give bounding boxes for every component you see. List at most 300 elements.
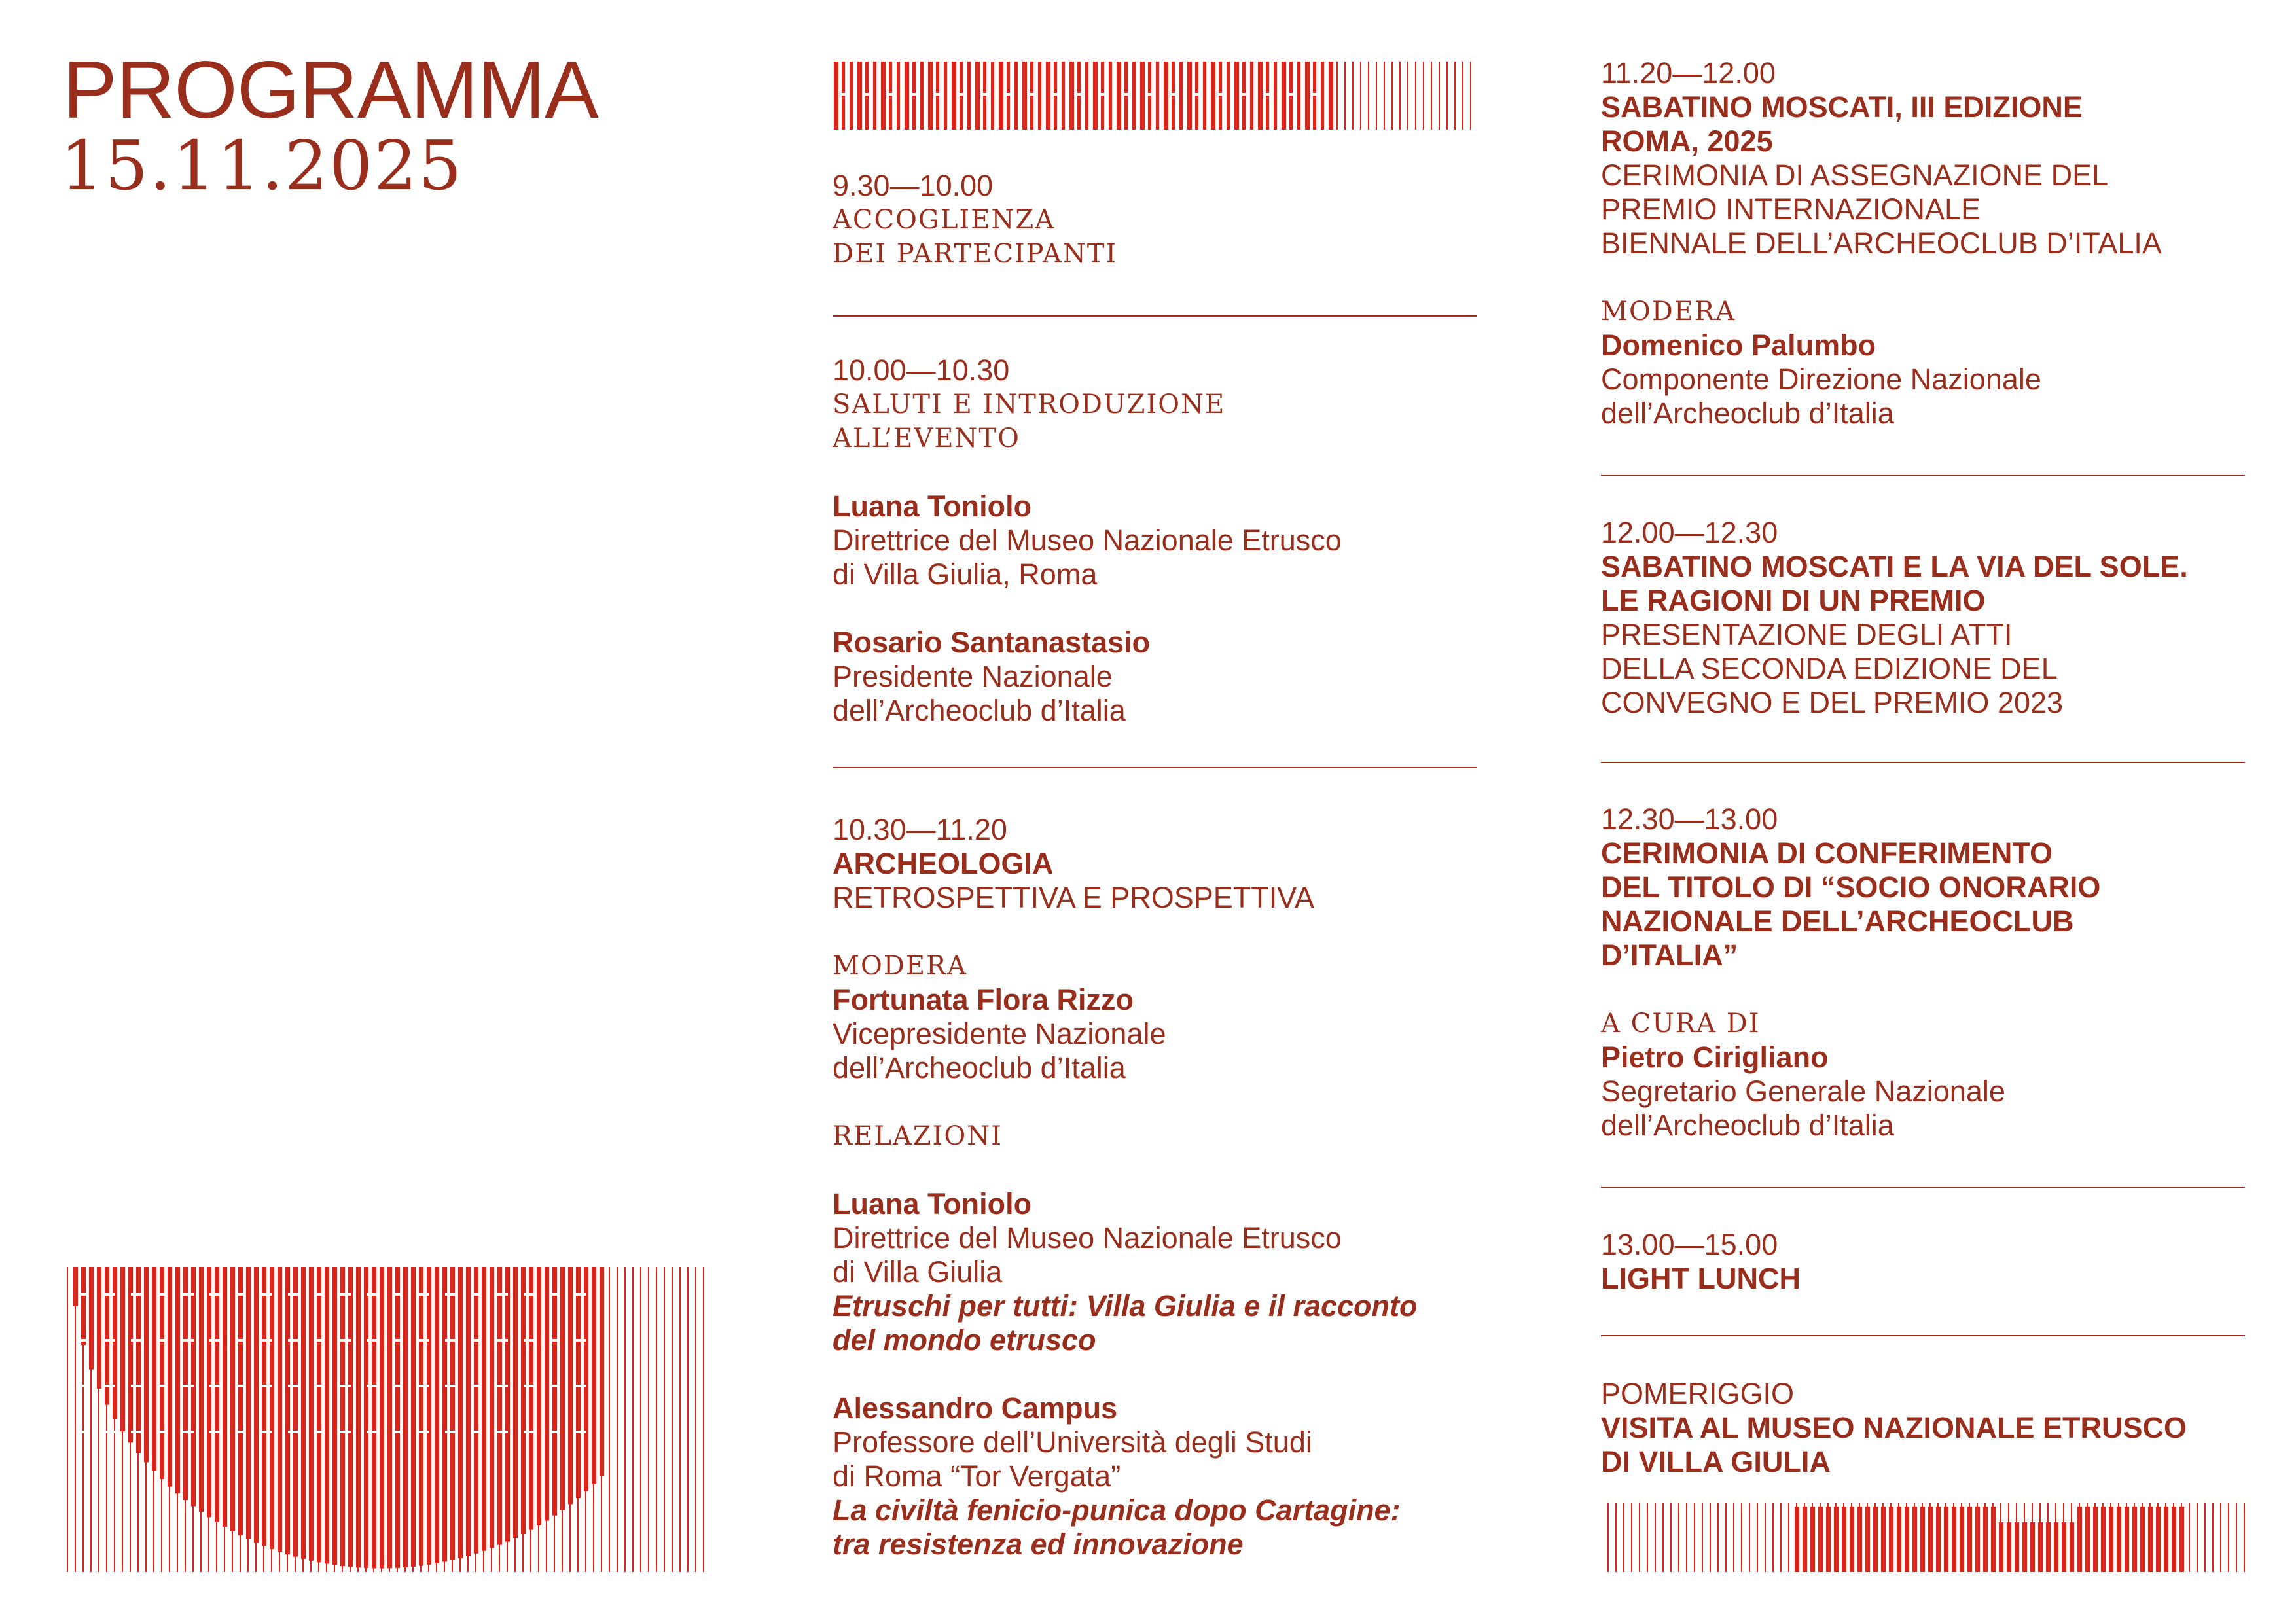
stripe-notch xyxy=(262,1385,272,1387)
stripe-bar xyxy=(1865,1507,1870,1572)
stripe-notch xyxy=(576,1339,586,1342)
stripe-notch xyxy=(471,1385,482,1387)
schedule-column-right xyxy=(1601,56,2255,431)
session-time: 11.20—12.00 xyxy=(1601,56,1776,90)
stripe-notch xyxy=(1122,93,1131,96)
speaker-role: di Villa Giulia, Roma xyxy=(833,558,1098,591)
stripe-bar xyxy=(301,1267,306,1559)
stripe-bar xyxy=(584,1267,588,1491)
stripe-bar xyxy=(309,1267,314,1561)
curator-role: dell’Archeoclub d’Italia xyxy=(1601,1109,1894,1142)
stripe-notch xyxy=(1075,93,1084,96)
stripe-notch xyxy=(209,1385,220,1387)
stripe-bar xyxy=(450,1267,455,1560)
stripe-line xyxy=(1297,62,1300,130)
stripe-notch xyxy=(576,1431,586,1433)
stripe-line xyxy=(617,1267,618,1572)
stripe-line xyxy=(632,1267,634,1572)
stripe-bar xyxy=(552,1267,557,1516)
session-time: 10.00—10.30 xyxy=(833,353,1010,387)
stripe-notch xyxy=(157,1339,168,1342)
schedule-column-right-5 xyxy=(1601,1377,2255,1479)
session-title: NAZIONALE DELL’ARCHEOCLUB xyxy=(1601,904,2074,938)
stripe-bar xyxy=(1818,1507,1823,1572)
stripe-bar xyxy=(2132,1507,2137,1572)
speaker-role: Direttrice del Museo Nazionale Etrusco xyxy=(833,1221,1342,1255)
session-title-line: DEI PARTECIPANTI xyxy=(833,239,1118,269)
stripe-line xyxy=(920,62,924,130)
stripe-bar xyxy=(521,1267,526,1534)
stripe-line xyxy=(1234,62,1239,130)
stripe-line xyxy=(656,1267,657,1572)
stripe-bar xyxy=(1842,1507,1846,1572)
moderator-label: MODERA xyxy=(833,951,968,981)
stripe-bar xyxy=(175,1267,180,1493)
stripe-bar xyxy=(490,1267,494,1548)
divider xyxy=(1601,762,2245,763)
stripe-notch xyxy=(419,1339,429,1342)
stripe-bar xyxy=(2101,1507,2106,1572)
stripe-bar xyxy=(1897,1507,1901,1572)
moderator-name: Domenico Palumbo xyxy=(1601,329,1876,362)
session-title: DI VILLA GIULIA xyxy=(1601,1445,1831,1478)
talk-title: tra resistenza ed innovazione xyxy=(833,1527,1244,1561)
stripe-notch xyxy=(1216,93,1225,96)
stripe-line xyxy=(1203,62,1206,130)
stripe-line xyxy=(1772,1503,1774,1572)
stripe-bar xyxy=(458,1267,463,1558)
stripe-bar xyxy=(2093,1507,2098,1572)
stripe-line xyxy=(1710,1503,1711,1572)
stripe-bar xyxy=(482,1267,486,1551)
stripe-bar xyxy=(387,1267,392,1568)
stripe-notch xyxy=(1310,93,1319,96)
stripe-bar xyxy=(419,1267,423,1566)
stripe-line xyxy=(2197,1503,2198,1572)
speaker-role: Professore dell’Università degli Studi xyxy=(833,1425,1312,1459)
stripe-notch xyxy=(419,1431,429,1433)
stripe-bar xyxy=(254,1267,259,1543)
stripe-bar xyxy=(466,1267,471,1556)
divider xyxy=(833,767,1477,768)
stripe-notch xyxy=(497,1431,508,1433)
stripe-notch xyxy=(236,1293,246,1296)
stripe-line xyxy=(2236,1503,2237,1572)
stripe-bar xyxy=(293,1267,298,1557)
stripe-notch xyxy=(367,1339,377,1342)
stripe-line xyxy=(1423,62,1424,130)
stripe-notch xyxy=(236,1385,246,1387)
stripe-notch xyxy=(497,1293,508,1296)
stripe-bar xyxy=(372,1267,376,1568)
stripe-bar xyxy=(1920,1507,1925,1572)
stripe-notch xyxy=(1287,93,1296,96)
stripe-bar xyxy=(403,1267,408,1567)
stripe-line xyxy=(703,1267,704,1572)
talk-title: La civiltà fenicio-punica dopo Cartagine: xyxy=(833,1493,1401,1527)
stripe-bar xyxy=(1944,1507,1948,1572)
stripe-notch xyxy=(957,93,966,96)
stripe-line xyxy=(999,62,1003,130)
stripe-notch xyxy=(550,1339,560,1342)
stripe-line xyxy=(1109,62,1112,130)
session-title: LIGHT LUNCH xyxy=(1601,1262,1801,1295)
stripe-notch xyxy=(393,1293,403,1296)
stripe-bar xyxy=(2015,1522,2019,1572)
stripe-line xyxy=(1140,62,1145,130)
stripe-line xyxy=(850,62,853,130)
session-greetings xyxy=(833,353,1487,728)
stripe-notch xyxy=(157,1385,168,1387)
stripe-line xyxy=(1352,62,1354,130)
session-title: DEL TITOLO DI “SOCIO ONORARIO xyxy=(1601,870,2101,904)
stripe-bar xyxy=(199,1267,204,1512)
stripe-line xyxy=(1470,62,1471,130)
stripe-bar xyxy=(427,1267,431,1565)
stripe-line xyxy=(834,62,838,130)
stripe-notch xyxy=(445,1385,456,1387)
stripe-bar xyxy=(2077,1507,2082,1572)
stripe-bar xyxy=(230,1267,235,1531)
stripe-line xyxy=(1749,1503,1750,1572)
stripe-line xyxy=(2212,1503,2214,1572)
session-time: 10.30—11.20 xyxy=(833,813,1007,846)
stripe-line xyxy=(1069,62,1074,130)
stripe-notch xyxy=(105,1339,115,1342)
event-date: 15.11.2025 xyxy=(60,126,463,205)
stripe-line xyxy=(928,62,933,130)
session-description: PREMIO INTERNAZIONALE xyxy=(1601,192,1981,226)
stripe-line xyxy=(687,1267,689,1572)
stripe-line xyxy=(975,62,980,130)
stripe-bar xyxy=(238,1267,243,1535)
stripe-notch xyxy=(393,1339,403,1342)
stripe-line xyxy=(2228,1503,2229,1572)
stripe-bar xyxy=(380,1267,384,1569)
stripe-notch xyxy=(183,1293,194,1296)
stripe-bar xyxy=(2085,1507,2090,1572)
stripe-notch xyxy=(105,1431,115,1433)
session-title-line: ACCOGLIENZA xyxy=(833,205,1056,235)
stripe-bar xyxy=(81,1267,86,1345)
curator-role: Segretario Generale Nazionale xyxy=(1601,1075,2005,1108)
session-title: D’ITALIA” xyxy=(1601,938,1738,972)
stripe-bar xyxy=(325,1267,329,1564)
stripe-notch xyxy=(419,1385,429,1387)
stripe-line xyxy=(1741,1503,1742,1572)
moderator-role: Vicepresidente Nazionale xyxy=(833,1017,1166,1050)
stripe-bar xyxy=(73,1267,78,1306)
speaker-role: di Roma “Tor Vergata” xyxy=(833,1459,1121,1493)
session-title: SABATINO MOSCATI, III EDIZIONE xyxy=(1601,90,2083,124)
stripe-line xyxy=(1725,1503,1727,1572)
stripe-line xyxy=(1639,1503,1640,1572)
session-title: VISITA AL MUSEO NAZIONALE ETRUSCO xyxy=(1601,1411,2187,1444)
stripe-bar xyxy=(340,1267,345,1566)
stripe-notch xyxy=(367,1385,377,1387)
stripe-line xyxy=(1788,1503,1789,1572)
stripe-notch xyxy=(314,1339,325,1342)
stripe-bar xyxy=(1795,1507,1799,1572)
stripe-line xyxy=(1250,62,1253,130)
stripe-line xyxy=(1655,1503,1656,1572)
stripe-notch xyxy=(340,1339,351,1342)
speaker-name: Alessandro Campus xyxy=(833,1391,1118,1425)
divider xyxy=(1601,475,2245,476)
stripe-bar xyxy=(89,1267,94,1370)
session-time: 12.30—13.00 xyxy=(1601,802,1778,836)
stripe-notch xyxy=(497,1385,508,1387)
stripe-line xyxy=(1780,1503,1782,1572)
stripe-line xyxy=(1670,1503,1672,1572)
stripe-notch xyxy=(550,1293,560,1296)
session-time: 9.30—10.00 xyxy=(833,169,994,202)
stripe-bar xyxy=(537,1267,541,1525)
stripe-notch xyxy=(550,1385,560,1387)
stripe-line xyxy=(1344,62,1346,130)
stripe-line xyxy=(1454,62,1456,130)
stripe-notch xyxy=(131,1431,141,1433)
schedule-column-right-2 xyxy=(1601,516,2255,720)
stripe-notch xyxy=(183,1431,194,1433)
stripe-bar xyxy=(1810,1507,1815,1572)
stripe-line xyxy=(1305,62,1310,130)
stripe-notch xyxy=(1145,93,1155,96)
talks-label: RELAZIONI xyxy=(833,1121,1003,1151)
stripe-notch xyxy=(839,93,848,96)
stripe-line xyxy=(2244,1503,2245,1572)
stripe-notch xyxy=(79,1339,89,1342)
stripe-notch xyxy=(314,1431,325,1433)
stripe-notch xyxy=(910,93,919,96)
stripe-line xyxy=(1132,62,1136,130)
stripe-bar xyxy=(285,1267,290,1554)
stripe-line xyxy=(75,1267,76,1572)
talk-title: del mondo etrusco xyxy=(833,1323,1096,1357)
stripe-bar xyxy=(2062,1522,2066,1572)
stripe-notch xyxy=(524,1339,534,1342)
stripe-line xyxy=(1462,62,1463,130)
stripe-notch xyxy=(1098,93,1107,96)
stripe-bar xyxy=(120,1267,125,1431)
stripe-bar xyxy=(2022,1522,2027,1572)
stripe-bar xyxy=(395,1267,400,1568)
stripe-notch xyxy=(550,1431,560,1433)
stripe-bar xyxy=(568,1267,573,1504)
stripe-bar xyxy=(442,1267,447,1561)
speaker-role: Presidente Nazionale xyxy=(833,660,1113,693)
stripe-notch xyxy=(157,1431,168,1433)
stripe-line xyxy=(1717,1503,1719,1572)
stripe-line xyxy=(1085,62,1088,130)
session-afternoon-visit xyxy=(1601,1377,2255,1479)
stripe-pattern-bottom-left xyxy=(65,1267,706,1572)
stripe-notch xyxy=(393,1385,403,1387)
speaker-name: Luana Toniolo xyxy=(833,490,1032,523)
stripe-notch xyxy=(288,1293,298,1296)
stripe-line xyxy=(664,1267,665,1572)
stripe-bar xyxy=(505,1267,510,1542)
stripe-notch xyxy=(471,1431,482,1433)
stripe-bar xyxy=(1928,1507,1933,1572)
stripe-line xyxy=(609,1267,610,1572)
stripe-notch xyxy=(445,1339,456,1342)
stripe-bar xyxy=(411,1267,416,1567)
stripe-bar xyxy=(215,1267,219,1522)
stripe-bar xyxy=(1857,1507,1862,1572)
stripe-notch xyxy=(445,1431,456,1433)
stripe-bar xyxy=(356,1267,361,1567)
stripe-line xyxy=(1384,62,1385,130)
divider xyxy=(1601,1187,2245,1188)
stripe-bar xyxy=(262,1267,266,1546)
stripe-line xyxy=(1662,1503,1664,1572)
divider xyxy=(833,315,1477,317)
stripe-bar xyxy=(1983,1507,1988,1572)
stripe-bar xyxy=(2046,1522,2051,1572)
moderator-role: Componente Direzione Nazionale xyxy=(1601,363,2041,396)
stripe-notch xyxy=(393,1431,403,1433)
stripe-notch xyxy=(288,1385,298,1387)
stripe-bar xyxy=(1999,1522,2003,1572)
stripe-line xyxy=(1623,1503,1624,1572)
stripe-notch xyxy=(183,1339,194,1342)
stripe-bar xyxy=(2179,1507,2184,1572)
stripe-notch xyxy=(1169,93,1178,96)
stripe-line xyxy=(1376,62,1377,130)
stripe-line xyxy=(1647,1503,1648,1572)
moderator-name: Fortunata Flora Rizzo xyxy=(833,983,1134,1016)
session-title: ARCHEOLOGIA xyxy=(833,847,1054,880)
stripe-line xyxy=(1164,62,1168,130)
session-archeology xyxy=(833,813,1487,1561)
stripe-line xyxy=(1415,62,1416,130)
stripe-notch xyxy=(157,1293,168,1296)
stripe-bar xyxy=(2007,1522,2011,1572)
stripe-bar xyxy=(1991,1507,1996,1572)
stripe-line xyxy=(1179,62,1183,130)
stripe-bar xyxy=(270,1267,274,1549)
stripe-bar xyxy=(1952,1507,1956,1572)
stripe-bar xyxy=(97,1267,101,1389)
stripe-bar xyxy=(2172,1507,2176,1572)
stripe-line xyxy=(1093,62,1098,130)
stripe-line xyxy=(1631,1503,1632,1572)
stripe-line xyxy=(952,62,956,130)
stripe-bar xyxy=(529,1267,533,1530)
stripe-notch xyxy=(314,1293,325,1296)
session-via-del-sole xyxy=(1601,516,2255,720)
speaker-role: dell’Archeoclub d’Italia xyxy=(833,694,1126,727)
stripe-line xyxy=(1694,1503,1695,1572)
stripe-line xyxy=(2204,1503,2206,1572)
stripe-bar xyxy=(2054,1522,2058,1572)
stripe-bar xyxy=(1912,1507,1917,1572)
moderator-role: dell’Archeoclub d’Italia xyxy=(833,1051,1126,1084)
stripe-notch xyxy=(471,1339,482,1342)
stripe-bar xyxy=(223,1267,227,1527)
stripe-notch xyxy=(886,93,895,96)
curator-label: A CURA DI xyxy=(1601,1008,1761,1039)
stripe-line xyxy=(1336,62,1338,130)
session-description: BIENNALE DELL’ARCHEOCLUB D’ITALIA xyxy=(1601,226,2162,260)
session-description: DELLA SECONDA EDIZIONE DEL xyxy=(1601,652,2058,685)
stripe-notch xyxy=(131,1293,141,1296)
stripe-line xyxy=(881,62,886,130)
stripe-line xyxy=(1258,62,1263,130)
stripe-line xyxy=(1391,62,1393,130)
stripe-line xyxy=(1757,1503,1758,1572)
stripe-notch xyxy=(524,1293,534,1296)
stripe-line xyxy=(672,1267,673,1572)
stripe-bar xyxy=(1826,1507,1831,1572)
session-description: PRESENTAZIONE DEGLI ATTI xyxy=(1601,618,2013,651)
schedule-column-right-4 xyxy=(1601,1228,2255,1296)
stripe-bar xyxy=(2156,1507,2161,1572)
stripe-notch xyxy=(367,1431,377,1433)
stripe-line xyxy=(1038,62,1041,130)
stripe-bar xyxy=(1960,1507,1964,1572)
session-description: CONVEGNO E DEL PREMIO 2023 xyxy=(1601,686,2064,719)
talk-title: Etruschi per tutti: Villa Giulia e il racconto xyxy=(833,1289,1418,1323)
stripe-line xyxy=(1686,1503,1687,1572)
session-title-line: ALL’EVENTO xyxy=(833,423,1020,454)
speaker-name: Luana Toniolo xyxy=(833,1187,1032,1221)
stripe-line xyxy=(1321,62,1324,130)
stripe-bar xyxy=(1881,1507,1886,1572)
stripe-notch xyxy=(1263,93,1272,96)
stripe-notch xyxy=(367,1293,377,1296)
stripe-notch xyxy=(262,1431,272,1433)
stripe-bar xyxy=(207,1267,211,1517)
stripe-line xyxy=(1615,1503,1617,1572)
stripe-line xyxy=(695,1267,696,1572)
session-title: SABATINO MOSCATI E LA VIA DEL SOLE. xyxy=(1601,550,2188,583)
stripe-notch xyxy=(419,1293,429,1296)
stripe-line xyxy=(1062,62,1065,130)
speaker-role: di Villa Giulia xyxy=(833,1255,1003,1289)
session-time: 12.00—12.30 xyxy=(1601,516,1778,549)
stripe-notch xyxy=(1028,93,1037,96)
session-honorary-member xyxy=(1601,802,2255,1143)
stripe-notch xyxy=(340,1385,351,1387)
stripe-notch xyxy=(209,1293,220,1296)
stripe-bar xyxy=(2117,1507,2121,1572)
stripe-line xyxy=(967,62,971,130)
stripe-notch xyxy=(471,1293,482,1296)
speaker-name: Rosario Santanastasio xyxy=(833,626,1151,659)
stripe-line xyxy=(857,62,862,130)
stripe-bar xyxy=(348,1267,353,1567)
stripe-bar xyxy=(246,1267,251,1539)
stripe-line xyxy=(1046,62,1050,130)
stripe-bar xyxy=(1850,1507,1854,1572)
stripe-line xyxy=(640,1267,641,1572)
stripe-bar xyxy=(435,1267,439,1563)
stripe-notch xyxy=(236,1431,246,1433)
stripe-line xyxy=(1607,1503,1609,1572)
stripe-bar xyxy=(474,1267,478,1554)
stripe-notch xyxy=(1004,93,1013,96)
stripe-bar xyxy=(168,1267,172,1487)
stripe-pattern-bottom-right xyxy=(1606,1503,2246,1572)
schedule-column-middle xyxy=(833,169,1487,271)
stripe-notch xyxy=(863,93,872,96)
stripe-line xyxy=(1407,62,1408,130)
stripe-notch xyxy=(445,1293,456,1296)
stripe-notch xyxy=(79,1385,89,1387)
stripe-notch xyxy=(236,1339,246,1342)
